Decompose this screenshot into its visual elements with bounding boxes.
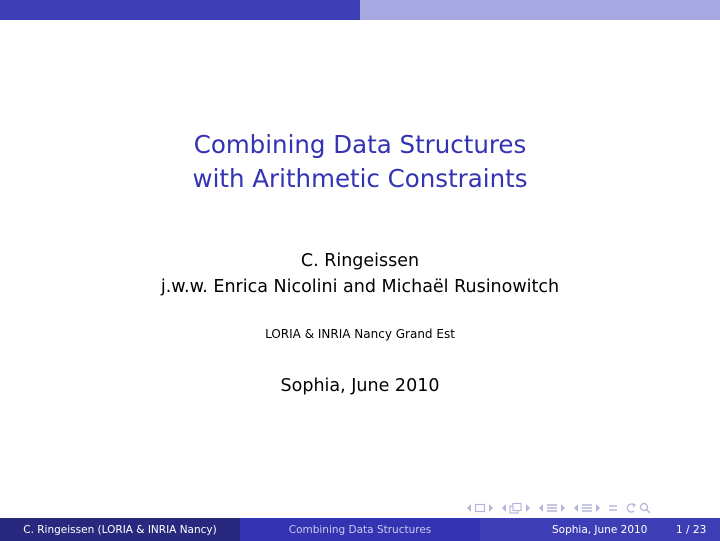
footer-author-text: C. Ringeissen (LORIA & INRIA Nancy) — [23, 523, 217, 536]
search-back-icon[interactable] — [625, 502, 637, 514]
section-icon[interactable] — [546, 503, 558, 513]
coauthors: j.w.w. Enrica Nicolini and Michaël Rusinowitch — [160, 277, 560, 297]
subsection-prev-icon[interactable] — [501, 503, 507, 513]
align-nav — [608, 503, 618, 513]
search-icon[interactable] — [639, 502, 651, 514]
presentation-date: Sophia, June 2010 — [280, 376, 440, 396]
header-bar-right — [360, 0, 720, 20]
header-bar — [0, 0, 720, 20]
section-next-icon[interactable] — [595, 503, 601, 513]
section-next-icon[interactable] — [560, 503, 566, 513]
align-icon[interactable] — [608, 503, 618, 513]
author-name: C. Ringeissen — [300, 251, 420, 271]
footer-author — [0, 518, 240, 541]
footline — [0, 518, 720, 541]
title-line-1: Combining Data Structures — [193, 130, 527, 159]
frame-nav — [466, 503, 494, 513]
header-bar-left — [0, 0, 360, 20]
navigation-symbols — [466, 500, 712, 516]
presentation-icon[interactable] — [581, 503, 593, 513]
footer-date-page — [480, 518, 720, 541]
footer-title — [240, 518, 480, 541]
footer-title-text: Combining Data Structures — [288, 523, 432, 536]
footer-date: Sophia, June 2010 — [552, 523, 648, 536]
section-nav — [538, 503, 566, 513]
institute: LORIA & INRIA Nancy Grand Est — [265, 327, 455, 341]
frame-prev-icon[interactable] — [466, 503, 472, 513]
search-nav — [625, 502, 651, 514]
subsection-next-icon[interactable] — [525, 503, 531, 513]
author-block — [0, 248, 720, 300]
section-prev-icon[interactable] — [538, 503, 544, 513]
frame-next-icon[interactable] — [488, 503, 494, 513]
subsection-icon[interactable] — [509, 502, 523, 514]
slide-title — [0, 128, 720, 196]
section-prev-icon[interactable] — [573, 503, 579, 513]
subsection-nav — [501, 502, 531, 514]
presentation-nav — [573, 503, 601, 513]
title-line-2: with Arithmetic Constraints — [192, 164, 528, 193]
slide-icon[interactable] — [474, 503, 486, 513]
page-number: 1 / 23 — [676, 523, 707, 536]
